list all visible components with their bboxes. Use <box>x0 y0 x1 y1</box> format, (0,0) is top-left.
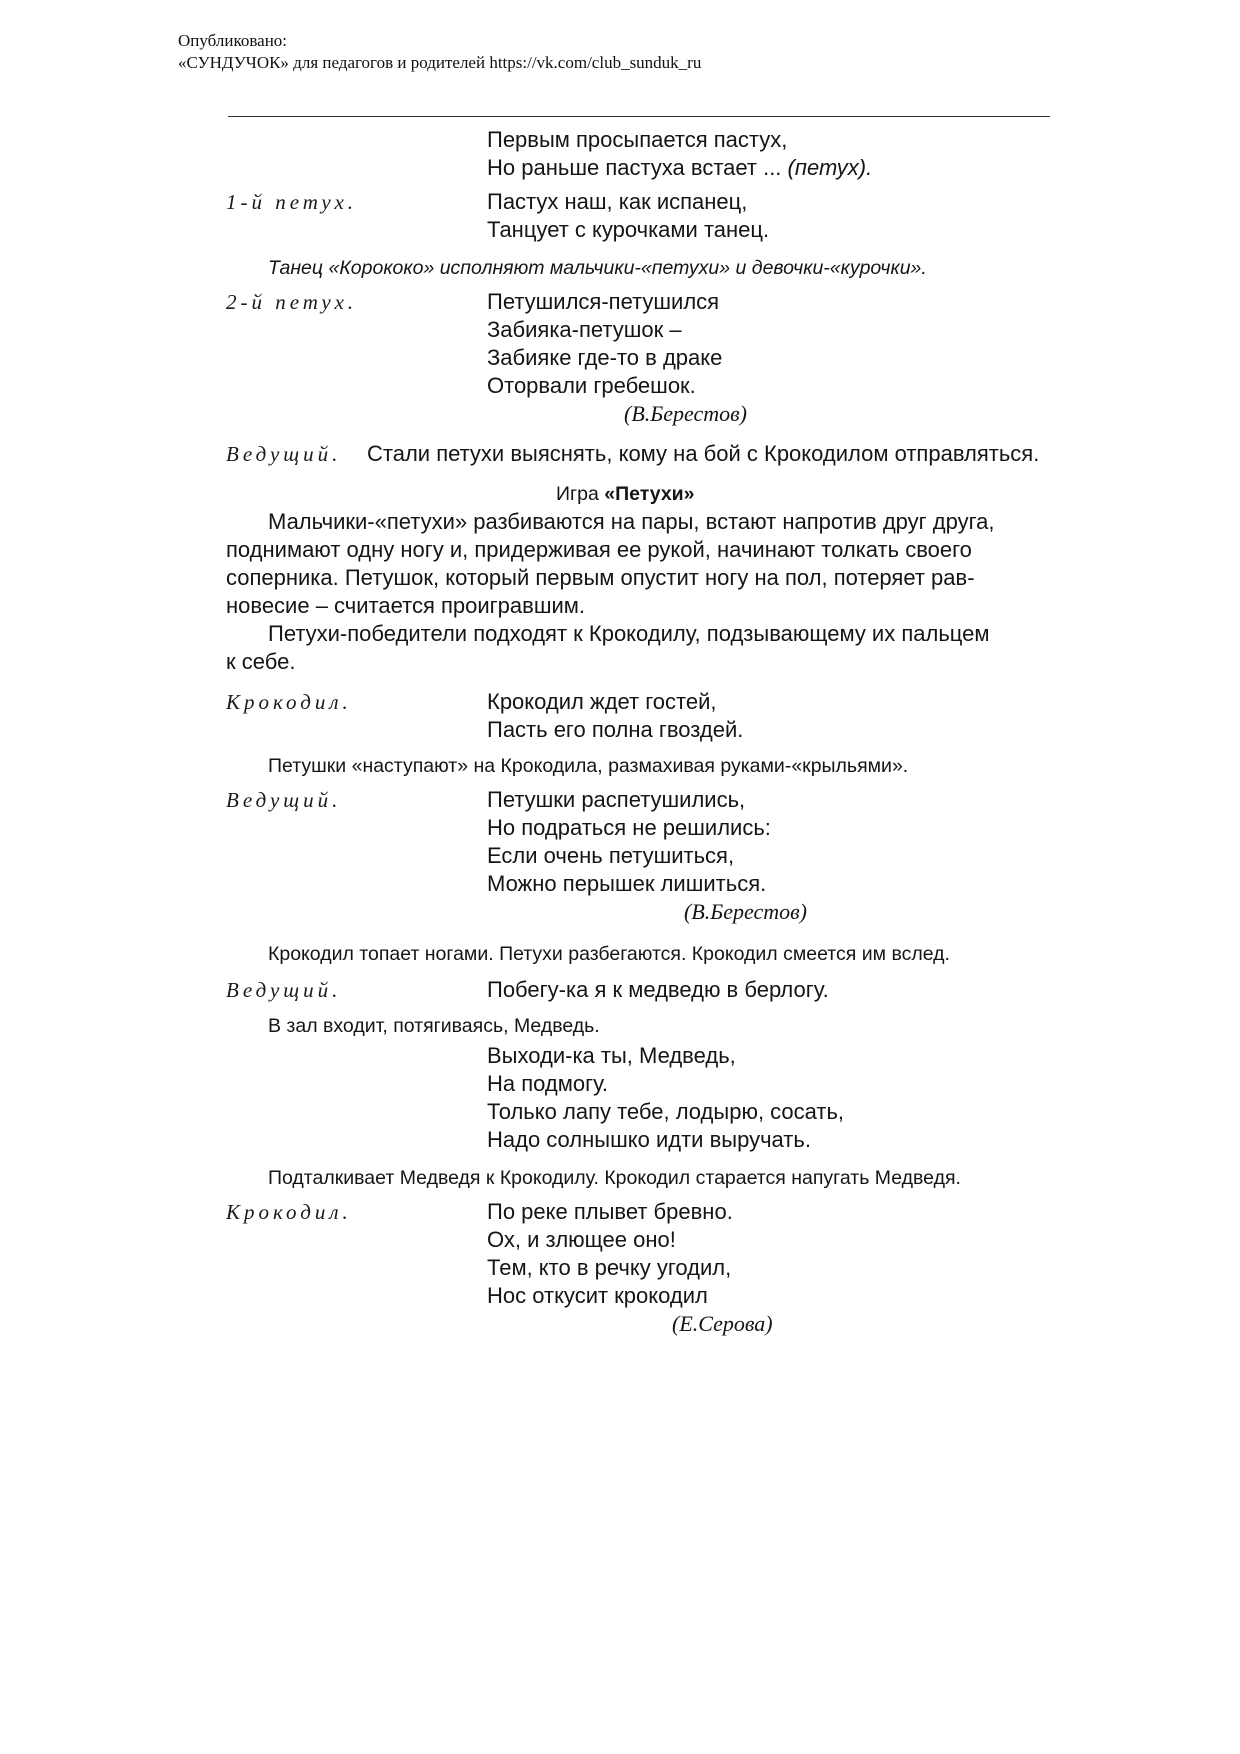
verse-line: Пасть его полна гвоздей. <box>487 717 744 742</box>
published-header <box>178 30 701 74</box>
verse-line: Пастух наш, как испанец, <box>487 189 748 214</box>
game-title-prefix: Игра <box>556 483 605 505</box>
stage-direction: Подталкивает Медведя к Крокодилу. Крокодил старается напугать Медведя. <box>268 1167 961 1189</box>
verse-line: Оторвали гребешок. <box>487 373 696 398</box>
role-label: 1-й петух. <box>226 190 358 214</box>
published-source: «СУНДУЧОК» для педагогов и родителей https://vk.com/club_sunduk_ru <box>178 53 702 72</box>
verse-line: Петушился-петушился <box>487 289 720 314</box>
verse-text: Но раньше пастуха встает ... <box>487 155 788 180</box>
prose-line: соперника. Петушок, который первым опустит ногу на пол, потеряет рав- <box>226 565 975 590</box>
stage-direction: Танец «Корококо» исполняют мальчики-«петухи» и девочки-«курочки». <box>268 257 927 279</box>
stage-direction: Крокодил топает ногами. Петухи разбегаются. Крокодил смеется им вслед. <box>268 943 950 965</box>
role-label: Крокодил. <box>226 1200 352 1224</box>
prose-line: Петухи-победители подходят к Крокодилу, подзывающему их пальцем <box>268 621 990 646</box>
verse-line: Нос откусит крокодил <box>487 1283 708 1308</box>
verse-line: На подмогу. <box>487 1071 609 1096</box>
riddle-answer: (петух). <box>787 155 873 180</box>
verse-line: Но подраться не решились: <box>487 815 771 840</box>
verse-line: Тем, кто в речку угодил, <box>487 1255 732 1280</box>
verse-line: Забияка-петушок – <box>487 317 682 342</box>
verse-line: Побегу-ка я к медведю в берлогу. <box>487 977 829 1002</box>
verse-line: Петушки распетушились, <box>487 787 746 812</box>
verse-line: Первым просыпается пастух, <box>487 127 788 152</box>
verse-line: Ох, и злющее оно! <box>487 1227 676 1252</box>
verse-line: По реке плывет бревно. <box>487 1199 733 1224</box>
role-label: Ведущий. <box>226 442 342 466</box>
prose-line: Мальчики-«петухи» разбиваются на пары, встают напротив друг друга, <box>268 509 995 534</box>
prose-line: к себе. <box>226 649 296 674</box>
prose-line: поднимают одну ногу и, придерживая ее рукой, начинают толкать своего <box>226 537 972 562</box>
game-title-name: «Петухи» <box>604 483 695 505</box>
author-credit: (В.Берестов) <box>624 401 748 426</box>
author-credit: (Е.Серова) <box>672 1311 773 1336</box>
role-label: 2-й петух. <box>226 290 358 314</box>
published-label: Опубликовано: <box>178 31 288 50</box>
dialogue-line: Стали петухи выяснять, кому на бой с Крокодилом отправляться. <box>367 441 1040 466</box>
role-label: Крокодил. <box>226 690 352 714</box>
stage-direction: В зал входит, потягиваясь, Медведь. <box>268 1015 600 1037</box>
prose-line: новесие – считается проигравшим. <box>226 593 586 618</box>
verse-line: Надо солнышко идти выручать. <box>487 1127 811 1152</box>
game-title <box>556 480 695 508</box>
role-label: Ведущий. <box>226 788 342 812</box>
verse-line: Крокодил ждет гостей, <box>487 689 717 714</box>
verse-line: Забияке где-то в драке <box>487 345 723 370</box>
verse-line: Можно перышек лишиться. <box>487 871 767 896</box>
verse-line: Если очень петушиться, <box>487 843 735 868</box>
verse-line: Выходи-ка ты, Медведь, <box>487 1043 736 1068</box>
top-divider <box>228 116 1050 117</box>
stage-direction: Петушки «наступают» на Крокодила, размахивая руками-«крыльями». <box>268 755 909 777</box>
verse-line <box>487 154 872 182</box>
verse-line: Только лапу тебе, лодырю, сосать, <box>487 1099 845 1124</box>
author-credit: (В.Берестов) <box>684 899 808 924</box>
verse-line: Танцует с курочками танец. <box>487 217 770 242</box>
role-label: Ведущий. <box>226 978 342 1002</box>
